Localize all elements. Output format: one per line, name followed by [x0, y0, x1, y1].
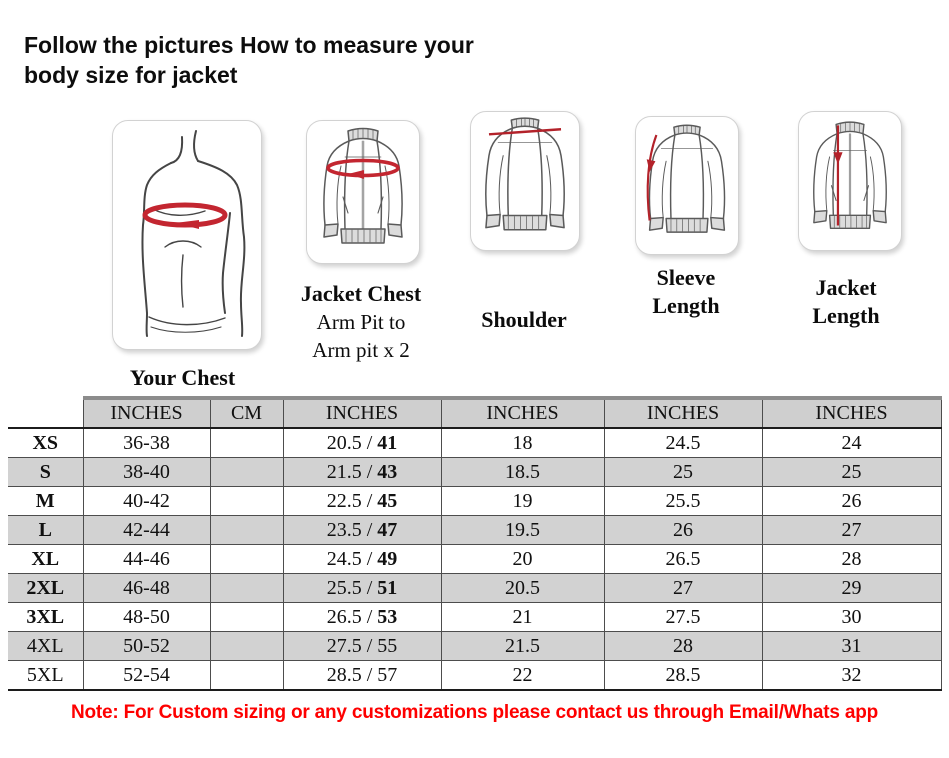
cm-cell	[210, 603, 283, 632]
table-row	[8, 516, 941, 545]
jacket-length-cell: 28	[762, 545, 941, 574]
jacket-length-cell: 30	[762, 603, 941, 632]
size-cell: 4XL	[8, 632, 83, 661]
jacket-length-cell: 25	[762, 458, 941, 487]
sleeve-cell: 26	[604, 516, 762, 545]
column-header: INCHES	[441, 398, 604, 428]
cm-cell	[210, 487, 283, 516]
jacket-chest-label: Jacket Chest Arm Pit to Arm pit x 2	[300, 281, 422, 362]
size-cell: 3XL	[8, 603, 83, 632]
shoulder-cell: 22	[441, 661, 604, 691]
your-chest-label: Your Chest	[129, 365, 236, 390]
shoulder-illustration	[470, 111, 580, 251]
table-row	[8, 487, 941, 516]
jacket-length-cell: 26	[762, 487, 941, 516]
jacket-back-sleeve-icon	[636, 117, 738, 254]
sleeve-cell: 28.5	[604, 661, 762, 691]
jacket-length-label: Jacket Length	[812, 275, 880, 328]
jacket-length-cell: 31	[762, 632, 941, 661]
sleeve-cell: 24.5	[604, 428, 762, 458]
chest-cell: 52-54	[83, 661, 210, 691]
jacket-front-length-icon	[799, 112, 901, 250]
size-chart-body	[8, 428, 941, 690]
chest-cell: 38-40	[83, 458, 210, 487]
column-header: INCHES	[83, 398, 210, 428]
shoulder-cell: 21	[441, 603, 604, 632]
cm-cell	[210, 574, 283, 603]
jacket-chest-cell: 24.5 / 49	[283, 545, 441, 574]
sleeve-cell: 25.5	[604, 487, 762, 516]
cm-cell	[210, 428, 283, 458]
table-row	[8, 545, 941, 574]
chest-cell: 42-44	[83, 516, 210, 545]
chest-cell: 36-38	[83, 428, 210, 458]
column-header: INCHES	[762, 398, 941, 428]
table-row	[8, 632, 941, 661]
jacket-chest-cell: 25.5 / 51	[283, 574, 441, 603]
jacket-length-cell: 29	[762, 574, 941, 603]
size-cell: 2XL	[8, 574, 83, 603]
table-row	[8, 428, 941, 458]
chest-cell: 44-46	[83, 545, 210, 574]
column-header: CM	[210, 398, 283, 428]
table-row	[8, 661, 941, 691]
size-cell: XS	[8, 428, 83, 458]
column-header: INCHES	[604, 398, 762, 428]
sleeve-cell: 27	[604, 574, 762, 603]
custom-sizing-note: Note: For Custom sizing or any customizations please contact us through Email/Whats app	[70, 702, 879, 723]
size-cell: L	[8, 516, 83, 545]
sleeve-cell: 28	[604, 632, 762, 661]
table-row	[8, 458, 941, 487]
torso-chest-icon	[113, 121, 261, 349]
jacket-chest-cell: 27.5 / 55	[283, 632, 441, 661]
sleeve-cell: 27.5	[604, 603, 762, 632]
size-column-blank-header	[8, 398, 83, 428]
page-title: Follow the pictures How to measure your body size for jacket	[24, 32, 474, 88]
jacket-back-shoulder-icon	[471, 112, 579, 250]
jacket-length-cell: 27	[762, 516, 941, 545]
chest-cell: 50-52	[83, 632, 210, 661]
jacket-length-illustration	[798, 111, 902, 251]
jacket-chest-cell: 21.5 / 43	[283, 458, 441, 487]
cm-cell	[210, 458, 283, 487]
jacket-chest-cell: 26.5 / 53	[283, 603, 441, 632]
sleeve-length-label: Sleeve Length	[652, 265, 720, 318]
shoulder-cell: 18.5	[441, 458, 604, 487]
cm-cell	[210, 661, 283, 691]
shoulder-cell: 19	[441, 487, 604, 516]
cm-cell	[210, 516, 283, 545]
chest-cell: 46-48	[83, 574, 210, 603]
sleeve-cell: 25	[604, 458, 762, 487]
table-row	[8, 603, 941, 632]
shoulder-cell: 20.5	[441, 574, 604, 603]
jacket-chest-illustration	[306, 120, 420, 264]
cm-cell	[210, 632, 283, 661]
size-cell: S	[8, 458, 83, 487]
sleeve-cell: 26.5	[604, 545, 762, 574]
size-chart-header	[8, 398, 941, 428]
jacket-length-cell: 24	[762, 428, 941, 458]
cm-cell	[210, 545, 283, 574]
chest-cell: 40-42	[83, 487, 210, 516]
jacket-chest-cell: 28.5 / 57	[283, 661, 441, 691]
shoulder-cell: 21.5	[441, 632, 604, 661]
shoulder-cell: 20	[441, 545, 604, 574]
shoulder-cell: 18	[441, 428, 604, 458]
body-chest-illustration	[112, 120, 262, 350]
size-chart-table	[8, 396, 942, 691]
sleeve-length-illustration	[635, 116, 739, 255]
jacket-front-chest-icon	[307, 121, 419, 263]
column-header: INCHES	[283, 398, 441, 428]
jacket-chest-cell: 20.5 / 41	[283, 428, 441, 458]
jacket-length-cell: 32	[762, 661, 941, 691]
jacket-chest-cell: 23.5 / 47	[283, 516, 441, 545]
size-cell: 5XL	[8, 661, 83, 691]
size-cell: M	[8, 487, 83, 516]
shoulder-cell: 19.5	[441, 516, 604, 545]
table-row	[8, 574, 941, 603]
jacket-chest-cell: 22.5 / 45	[283, 487, 441, 516]
size-cell: XL	[8, 545, 83, 574]
chest-cell: 48-50	[83, 603, 210, 632]
shoulder-label: Shoulder	[481, 307, 567, 332]
